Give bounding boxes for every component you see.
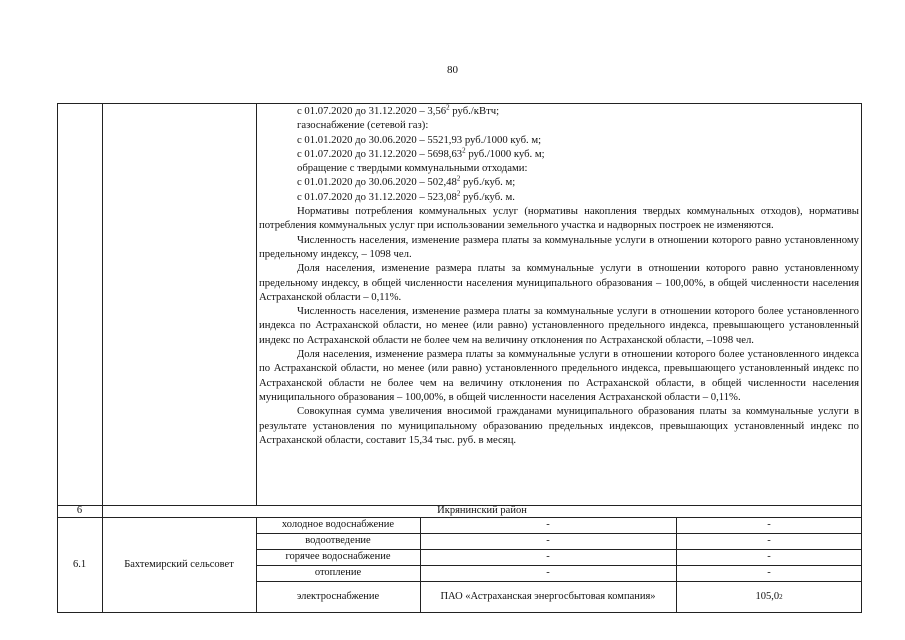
service-name: холодное водоснабжение xyxy=(281,519,395,530)
service-value: - xyxy=(767,551,771,562)
service-name: горячее водоснабжение xyxy=(285,551,391,562)
service-provider: - xyxy=(546,535,550,546)
service-provider: - xyxy=(546,519,550,530)
district-number: 6 xyxy=(76,505,83,516)
paragraph: Доля населения, изменение размера платы за коммунальные услуги в отношении которого равно установленному предельному индексу, в общей численности населения муниципального образования – 100,00%, в общей численности населения Астраханской области – 0,11%. xyxy=(259,262,859,303)
district-name: Икрянинский район xyxy=(437,505,527,516)
service-value: - xyxy=(767,519,771,530)
tariff-line: газоснабжение (сетевой газ): xyxy=(297,119,429,132)
service-provider: - xyxy=(546,551,550,562)
settlement-number: 6.1 xyxy=(72,559,87,570)
tariff-line: с 01.07.2020 до 31.12.2020 – 5698,63$^2$ руб./1000 куб. м; xyxy=(297,146,545,160)
service-value: 105,0 2 xyxy=(755,591,783,602)
service-provider: - xyxy=(546,567,550,578)
paragraph: Совокупная сумма увеличения вносимой гражданами муниципального образования платы за коммунальные услуги в результате установления по муниципальному образованию предельных индексов, превышающих установленный индекс по Астраханской области, составит 15,34 тыс. руб. в месяц. xyxy=(259,405,859,446)
tariff-line: с 01.01.2020 до 30.06.2020 – 502,48$^2$ руб./куб. м; xyxy=(297,174,516,189)
tariff-line: с 01.01.2020 до 30.06.2020 – 5521,93 руб./1000 куб. м; xyxy=(297,133,542,146)
settlement-name: Бахтемирский сельсовет xyxy=(124,559,234,570)
paragraph: Численность населения, изменение размера платы за коммунальные услуги в отношении которого равно установленному предельному индексу, – 1098 чел. xyxy=(259,233,859,260)
tariff-line: обращение с твердыми коммунальными отходами: xyxy=(297,162,528,175)
paragraph: Численность населения, изменение размера платы за коммунальные услуги в отношении которого более установленного индекса по Астраханской области, но менее (или равно) установленного предельного индекса, превышающего установленный индекс по Астраханской области не более чем на величину отклонения по Астраханской области, –1098 чел. xyxy=(259,305,859,346)
service-value: - xyxy=(767,567,771,578)
page-number: 80 xyxy=(447,64,458,76)
paragraph: Нормативы потребления коммунальных услуг (нормативы накопления твердых коммунальных отходов), нормативы потребления коммунальных услуг при использовании земельного участка и надворных построек не изменяются. xyxy=(259,205,859,232)
tariff-line: с 01.07.2020 до 31.12.2020 – 3,56$^2$ руб./кВтч; xyxy=(297,103,500,117)
col-separator xyxy=(256,103,257,505)
service-name: водоотведение xyxy=(305,535,371,546)
tariff-text xyxy=(259,104,859,447)
col-separator xyxy=(102,103,103,505)
service-name: отопление xyxy=(314,567,362,578)
paragraph: Доля населения, изменение размера платы за коммунальные услуги в отношении которого более установленного индекса по Астраханской области, но менее (или равно) установленного предельного индекса, превышающего установленный индекс по Астраханской области не более чем на величину отклонения по Астраханской области, в общей численности населения муниципального образования – 100,00%, в общей численности населения Астраханской области – 0,11%. xyxy=(259,348,859,403)
service-name: электроснабжение xyxy=(296,591,380,602)
service-value: - xyxy=(767,535,771,546)
service-provider: ПАО «Астраханская энергосбытовая компания» xyxy=(440,591,656,602)
tariff-line: с 01.07.2020 до 31.12.2020 – 523,08$^2$ руб./куб. м. xyxy=(297,189,515,203)
